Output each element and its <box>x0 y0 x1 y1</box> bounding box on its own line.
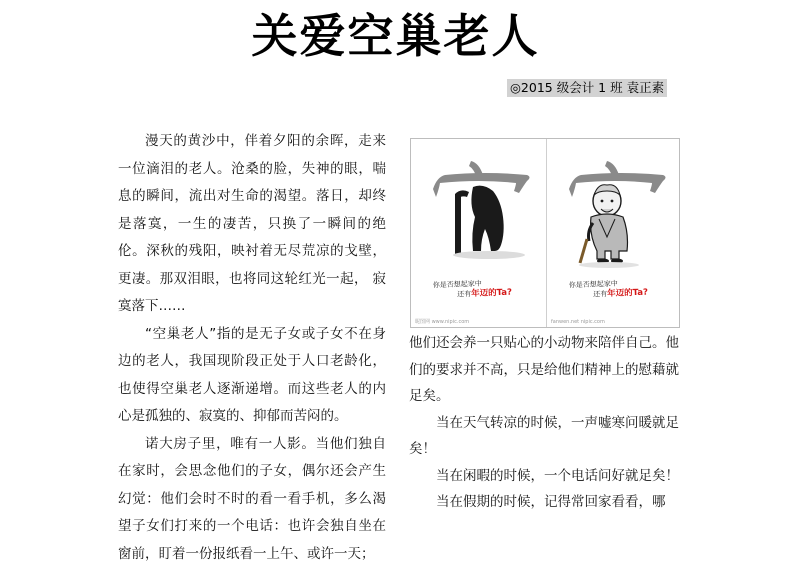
illustration-image <box>410 138 680 328</box>
document-title: 关爱空巢老人 <box>0 6 791 66</box>
right-text-column <box>409 330 679 516</box>
illustration-panel-silhouette <box>411 139 545 327</box>
caption-highlight: 年迈的Ta? <box>471 288 512 299</box>
author-byline: ◎2015 级会计 1 班 袁正素 <box>507 79 667 97</box>
paragraph-leisure: 当在闲暇的时候，一个电话问好就足矣！ <box>409 463 679 490</box>
paragraph-holiday: 当在假期的时候，记得常回家看看，哪 <box>409 489 679 516</box>
left-text-column <box>118 128 386 568</box>
paragraph-intro: 漫天的黄沙中，伴着夕阳的余晖，走来一位滴泪的老人。沧桑的脸，失神的眼，喘息的瞬间，流出对生命的渴望。落日，却终是落寞，一生的凄苦，只换了一瞬间的绝伦。深秋的残阳，映衬着无尽荒凉的戈壁，更凄。那双泪眼，也将同这轮红光一起， 寂寞落下…… <box>118 128 386 321</box>
watermark-left: 昵图网 www.nipic.com <box>415 318 469 325</box>
paragraph-loneliness: 诺大房子里，唯有一人影。当他们独自在家时，会思念他们的子女，偶尔还会产生幻觉：他们会时不时的看一看手机，多么渴望子女们打来的一个电话：也许会独自坐在窗前，盯着一份报纸看一上午、或许一天； <box>118 431 386 568</box>
paragraph-pets: 他们还会养一只贴心的小动物来陪伴自己。他们的要求并不高，只是给他们精神上的慰藉就足矣。 <box>409 330 679 410</box>
caption-highlight: 年迈的Ta? <box>607 288 648 299</box>
paragraph-definition: “空巢老人”指的是无子女或子女不在身边的老人，我国现阶段正处于人口老龄化，也使得空巢老人逐渐递增。而这些老人的内心是孤独的、寂寞的、抑郁而苦闷的。 <box>118 321 386 431</box>
watermark-right: fanwen.net nipic.com <box>551 319 605 325</box>
illustration-panel-elder <box>546 139 680 327</box>
caption-right: 你是否想起家中 还有年迈的Ta? <box>569 278 649 301</box>
caption-left: 你是否想起家中 还有年迈的Ta? <box>433 278 513 301</box>
paragraph-weather: 当在天气转凉的时候，一声嘘寒问暖就足矣！ <box>409 410 679 463</box>
